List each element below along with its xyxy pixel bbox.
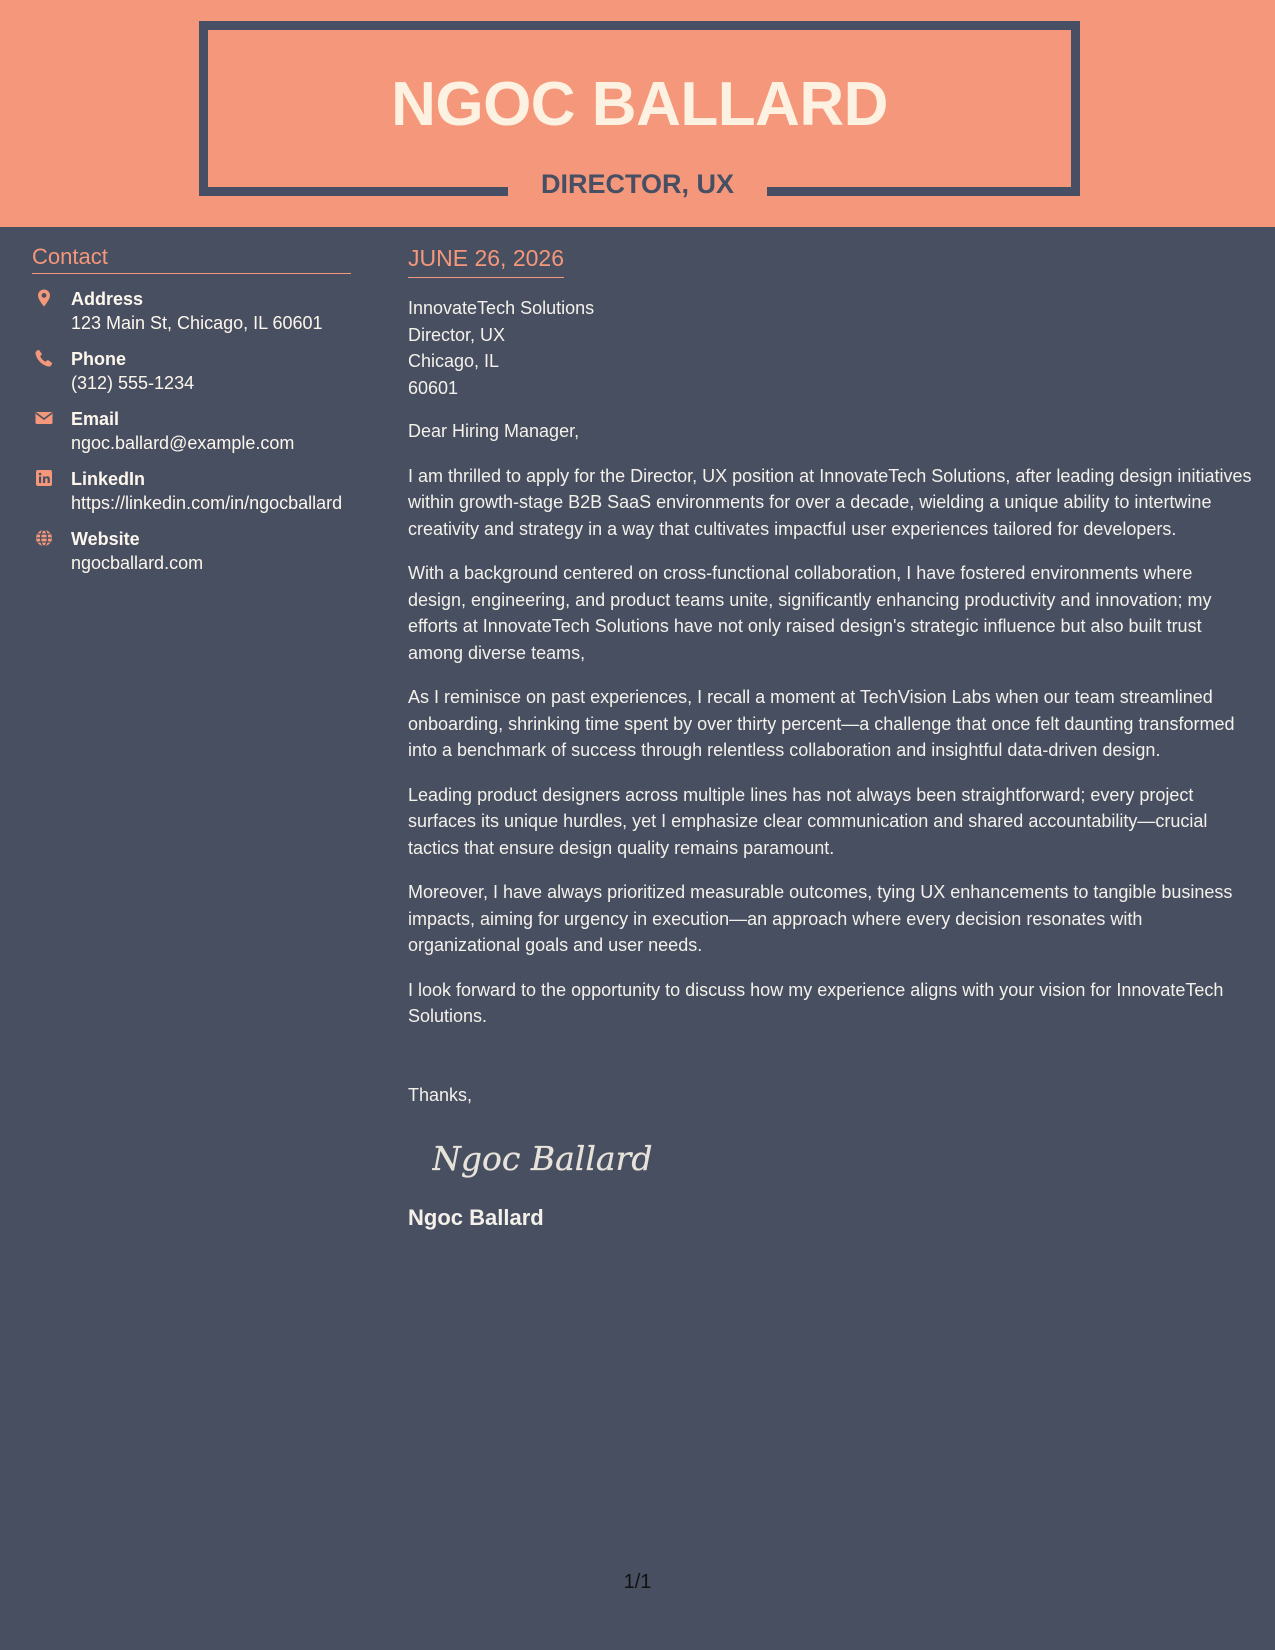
website-value[interactable]: ngocballard.com <box>71 553 204 573</box>
role-wrapper <box>0 162 1275 206</box>
recipient-zip: 60601 <box>408 377 459 398</box>
linkedin-value[interactable]: https://linkedin.com/in/ngocballard <box>71 493 343 513</box>
linkedin-label: LinkedIn <box>71 469 146 489</box>
recipient-company: InnovateTech Solutions <box>408 298 595 318</box>
linkedin-icon <box>34 468 54 488</box>
contact-sidebar <box>32 243 351 587</box>
applicant-name: NGOC BALLARD <box>391 70 888 139</box>
contact-list <box>32 287 351 576</box>
envelope-icon <box>34 408 54 428</box>
body-paragraph-2: With a background centered on cross-functional collaboration, I have fostered environments where design, engineering, and product teams unite, significantly enhancing productivity and innovation; my efforts at InnovateTech Solutions have not only raised design's strategic influence but also built trust among diverse teams, <box>408 563 1212 663</box>
contact-heading: Contact <box>32 243 351 274</box>
body-paragraph-3: As I reminisce on past experiences, I recall a moment at TechVision Labs when our team streamlined onboarding, shrinking time spent by over thirty percent—a challenge that once felt daunting transformed into a benchmark of success through relentless collaboration and insightful data-driven design. <box>408 687 1235 760</box>
map-pin-icon <box>34 288 54 308</box>
recipient-block <box>408 295 1253 401</box>
body-paragraph-4: Leading product designers across multiple lines has not always been straightforward; every project surfaces its unique hurdles, yet I emphasize clear communication and shared accountability—crucial tactics that ensure design quality remains paramount. <box>408 784 1208 858</box>
email-label: Email <box>71 409 120 429</box>
letter-body <box>408 243 1253 1232</box>
header-banner <box>0 0 1275 227</box>
salutation: Dear Hiring Manager, <box>408 421 580 441</box>
recipient-city: Chicago, IL <box>408 351 500 371</box>
signature-text: Ngoc Ballard <box>432 1139 653 1178</box>
email-value[interactable]: ngoc.ballard@example.com <box>71 433 295 453</box>
contact-item-email <box>32 407 351 456</box>
contact-item-phone <box>32 347 351 396</box>
job-title: DIRECTOR, UX <box>508 162 767 206</box>
contact-item-linkedin <box>32 467 351 516</box>
body-paragraph-6: I look forward to the opportunity to discuss how my experience aligns with your vision for InnovateTech Solutions. <box>408 979 1224 1026</box>
page-number: 1/1 <box>623 1571 652 1593</box>
letter-date: JUNE 26, 2026 <box>408 243 564 278</box>
phone-value: (312) 555-1234 <box>71 373 195 393</box>
contact-item-website <box>32 527 351 576</box>
address-value: 123 Main St, Chicago, IL 60601 <box>71 313 323 333</box>
contact-item-address <box>32 287 351 336</box>
address-label: Address <box>71 289 144 309</box>
globe-icon <box>34 528 54 548</box>
website-label: Website <box>71 529 140 549</box>
recipient-position: Director, UX <box>408 324 506 345</box>
signer-name: Ngoc Ballard <box>408 1205 544 1230</box>
body-paragraph-1: I am thrilled to apply for the Director, UX position at InnovateTech Solutions, after leading design initiatives within growth-stage B2B SaaS environments for over a decade, wielding a unique ability to intertwine creativity and strategy in a way that cultivates impactful user experiences tailored for developers. <box>408 465 1252 539</box>
phone-icon <box>34 348 54 368</box>
handwritten-signature <box>432 1130 672 1184</box>
phone-label: Phone <box>71 349 127 369</box>
closing: Thanks, <box>408 1084 473 1105</box>
body-paragraph-5: Moreover, I have always prioritized measurable outcomes, tying UX enhancements to tangible business impacts, aiming for urgency in execution—an approach where every decision resonates with organizational goals and user needs. <box>408 882 1233 955</box>
